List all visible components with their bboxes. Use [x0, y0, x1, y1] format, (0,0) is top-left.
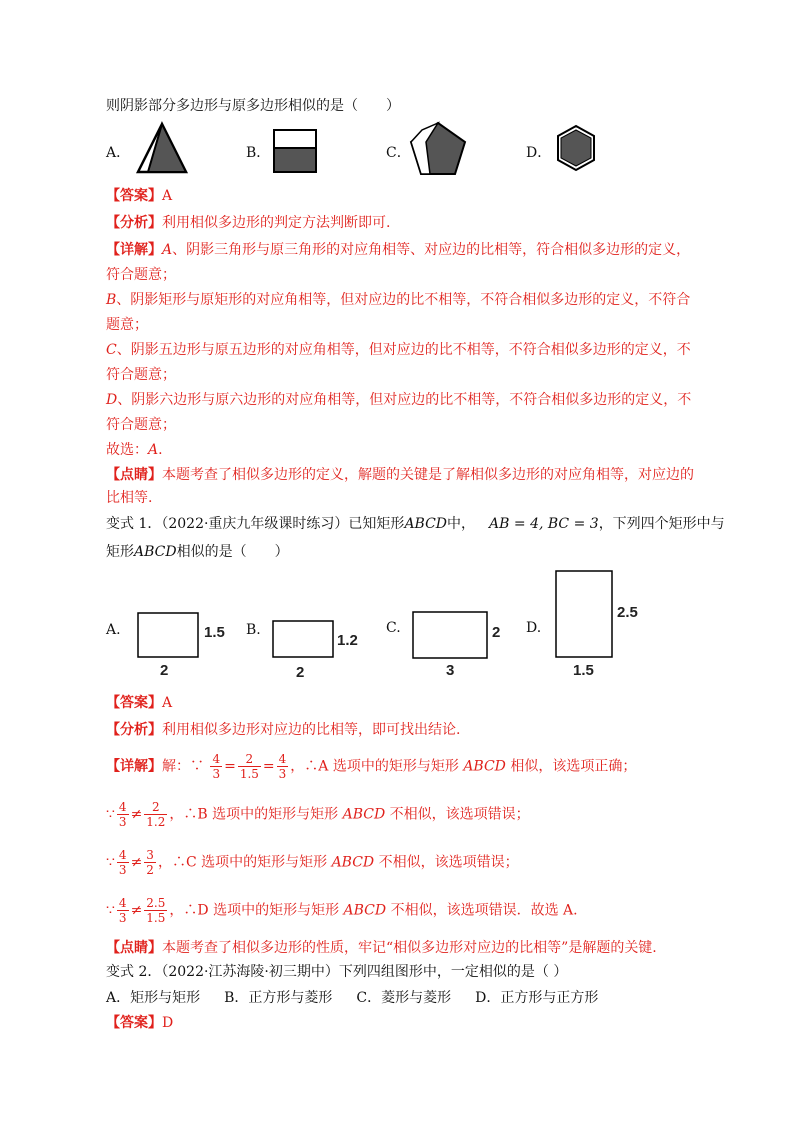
detail-line-3b: 符合题意； [106, 367, 176, 383]
detail-line-1: 【详解】解：∵ $\frac{4}{3}$ = $\frac{2}{1.5}$ = $\frac{4}{3}$ ，∴A 选项中的矩形与矩形 ABCD 相似，该选项正确； [106, 752, 637, 781]
answer-line [106, 1013, 173, 1033]
detail-line-2b: 题意； [106, 317, 148, 333]
denominator: 3 [212, 767, 221, 781]
detail-line-4: ∵ $\frac{4}{3}$ ≠ $\frac{2.5}{1.5}$ ，∴D 选项中的矩形与矩形 ABCD 不相似，该选项错误．故选 A. [106, 896, 578, 925]
choose-label: 故选： [106, 442, 148, 458]
numerator: 4 [118, 848, 127, 862]
therefore-symbol: ∴ [183, 902, 198, 919]
comment-tag: 【点睛】 [106, 940, 162, 956]
rect-option-a [137, 612, 199, 658]
detail-text: 、阴影三角形与原三角形的对应角相等、对应边的比相等，符合相似多边形的定义， [172, 242, 691, 258]
numerator: 4 [118, 896, 127, 910]
answer-value: A [162, 695, 173, 711]
detail-line-3 [106, 340, 691, 360]
fraction [144, 896, 167, 925]
detail-line-4b: 符合题意； [106, 417, 176, 433]
analysis-text: 利用相似多边形的判定方法判断即可. [162, 215, 391, 231]
equals-sign: = [224, 758, 236, 775]
denominator: 1.5 [146, 911, 166, 925]
rect-c-width: 3 [446, 662, 455, 679]
denominator: 1.2 [146, 815, 166, 829]
answer-tag: 【答案】 [106, 188, 162, 204]
question-condition: AB = 4, BC = 3 [489, 516, 599, 532]
rect-option-c [412, 611, 488, 659]
detail-text: A 选项中的矩形与矩形 [318, 758, 464, 775]
option-c-label: C. [386, 620, 401, 636]
rect-name: ABCD [342, 806, 386, 823]
detail-letter: C [106, 342, 117, 358]
answer-value: A [162, 188, 173, 204]
option-b: B．正方形与菱形 [224, 990, 333, 1006]
fraction [277, 752, 289, 781]
option-a-label: A． [106, 145, 131, 161]
option-b-label: B. [246, 622, 261, 638]
denominator: 3 [118, 815, 127, 829]
choose-value: A [148, 442, 159, 458]
question-text: 矩形 [106, 544, 134, 560]
therefore-symbol: ∴ [183, 806, 198, 823]
detail-line-1 [106, 240, 690, 260]
detail-letter: A [162, 242, 173, 258]
rect-a-height: 1.5 [204, 624, 225, 641]
equals-sign: = [262, 758, 275, 775]
option-a-label: A. [106, 622, 121, 638]
fraction [117, 800, 129, 829]
fraction [238, 752, 261, 781]
detail-text: 不相似，该选项错误； [385, 806, 530, 823]
not-equal-sign: ≠ [130, 806, 143, 823]
not-equal-sign: ≠ [130, 854, 143, 871]
detail-tag: 【详解】 [106, 242, 162, 258]
rectangle-figure [272, 128, 318, 174]
detail-text: 、阴影六边形与原六边形的对应角相等，但对应边的比不相等，不符合相似多边形的定义，不 [117, 392, 692, 408]
detail-text: 不相似，该选项错误； [374, 854, 519, 871]
detail-text: D 选项中的矩形与矩形 [197, 902, 344, 919]
detail-text: 、阴影五边形与原五边形的对应角相等，但对应边的比不相等，不符合相似多边形的定义，不 [116, 342, 691, 358]
rect-a-width: 2 [160, 662, 169, 679]
question-1-stem [106, 514, 725, 534]
therefore-symbol: ∴ [171, 854, 186, 871]
because-symbol: ∵ [190, 758, 204, 775]
analysis-line [106, 213, 390, 233]
answer-value: D [162, 1015, 174, 1031]
fraction [144, 800, 167, 829]
comment-tag: 【点睛】 [106, 467, 162, 483]
therefore-symbol: ∴ [304, 758, 319, 775]
answer-line [106, 693, 172, 713]
rect-b-height: 1.2 [337, 632, 358, 649]
denominator: 3 [118, 863, 127, 877]
comment-text: 本题考查了相似多边形的性质，牢记“相似多边形对应边的比相等”是解题的关键. [162, 940, 657, 956]
question-stem: 则阴影部分多边形与原多边形相似的是（ ） [106, 98, 400, 114]
because-symbol: ∵ [106, 902, 115, 919]
numerator: 2 [238, 752, 261, 767]
fraction [210, 752, 222, 781]
analysis-text: 利用相似多边形对应边的比相等，即可找出结论. [162, 722, 461, 738]
rect-b-width: 2 [296, 664, 305, 681]
detail-text: 不相似，该选项错误．故选 A. [386, 902, 578, 919]
question-2-options [106, 988, 598, 1008]
detail-line-3: ∵ $\frac{4}{3}$ ≠ $\frac{3}{2}$ ，∴C 选项中的矩形与矩形 ABCD 不相似，该选项错误； [106, 848, 519, 877]
detail-text: 相似，该选项正确； [505, 758, 637, 775]
comment-line-2: 比相等. [106, 490, 153, 506]
detail-line-2 [106, 290, 690, 310]
denominator: 3 [118, 911, 127, 925]
option-d-label: D. [526, 620, 542, 636]
option-d-label: D． [526, 145, 552, 161]
analysis-tag: 【分析】 [106, 722, 162, 738]
option-c: C．菱形与菱形 [356, 990, 452, 1006]
detail-tag: 【详解】 [106, 758, 162, 775]
not-equal-sign: ≠ [130, 902, 143, 919]
denominator: 1.5 [239, 767, 259, 781]
detail-line-4 [106, 390, 691, 410]
rect-option-d [555, 570, 613, 658]
because-symbol: ∵ [106, 854, 115, 871]
comment-line [106, 938, 657, 958]
numerator: 3 [146, 848, 154, 862]
option-c-label: C． [386, 145, 411, 161]
analysis-tag: 【分析】 [106, 215, 162, 231]
choose-end: . [158, 442, 163, 458]
rect-option-b [272, 620, 334, 658]
comment-text: 本题考查了相似多边形的定义，解题的关键是了解相似多边形的对应角相等，对应边的 [162, 467, 694, 483]
hexagon-figure [556, 124, 596, 174]
question-text: 相似的是（ ） [176, 544, 289, 560]
question-mid: 中， [447, 516, 476, 532]
question-tail: ，下列四个矩形中与 [598, 516, 725, 532]
detail-start: 解： [162, 758, 190, 775]
numerator: 4 [118, 800, 127, 814]
answer-line [106, 186, 172, 206]
question-1-stem-2 [106, 542, 289, 562]
rect-d-width: 1.5 [573, 662, 594, 679]
rect-name: ABCD [331, 854, 375, 871]
numerator: 2.5 [146, 896, 166, 910]
because-symbol: ∵ [106, 806, 115, 823]
denominator: 3 [278, 767, 287, 781]
fraction [144, 848, 156, 877]
denominator: 2 [146, 863, 154, 877]
detail-line-2: ∵ $\frac{4}{3}$ ≠ $\frac{2}{1.2}$ ，∴B 选项中的矩形与矩形 ABCD 不相似，该选项错误； [106, 800, 530, 829]
rect-name: ABCD [343, 902, 387, 919]
detail-letter: B [106, 292, 117, 308]
rect-name: ABCD [134, 544, 177, 560]
pentagon-figure [408, 120, 468, 178]
detail-text: B 选项中的矩形与矩形 [197, 806, 343, 823]
rect-c-height: 2 [492, 624, 501, 641]
fraction [117, 848, 129, 877]
question-prefix: 变式 1．（2022·重庆九年级课时练习）已知矩形 [106, 516, 405, 532]
analysis-line [106, 720, 460, 740]
numerator: 4 [212, 752, 221, 766]
rect-name: ABCD [463, 758, 506, 775]
fraction [117, 896, 129, 925]
answer-tag: 【答案】 [106, 695, 162, 711]
detail-line-1b: 符合题意； [106, 267, 176, 283]
option-d: D．正方形与正方形 [475, 990, 599, 1006]
option-a: A．矩形与矩形 [106, 990, 201, 1006]
numerator: 4 [278, 752, 287, 766]
choose-line [106, 440, 163, 460]
answer-tag: 【答案】 [106, 1015, 162, 1031]
comment-line [106, 465, 694, 485]
rect-d-height: 2.5 [617, 604, 638, 621]
detail-text: 、阴影矩形与原矩形的对应角相等，但对应边的比不相等，不符合相似多边形的定义，不符合 [116, 292, 691, 308]
question-2-stem: 变式 2．（2022·江苏海陵·初三期中）下列四组图形中，一定相似的是（ ） [106, 964, 568, 980]
detail-text: C 选项中的矩形与矩形 [185, 854, 332, 871]
numerator: 2 [144, 800, 167, 815]
rect-name: ABCD [404, 516, 448, 532]
triangle-figure [134, 120, 190, 176]
option-b-label: B． [246, 145, 271, 161]
detail-letter: D [106, 392, 118, 408]
